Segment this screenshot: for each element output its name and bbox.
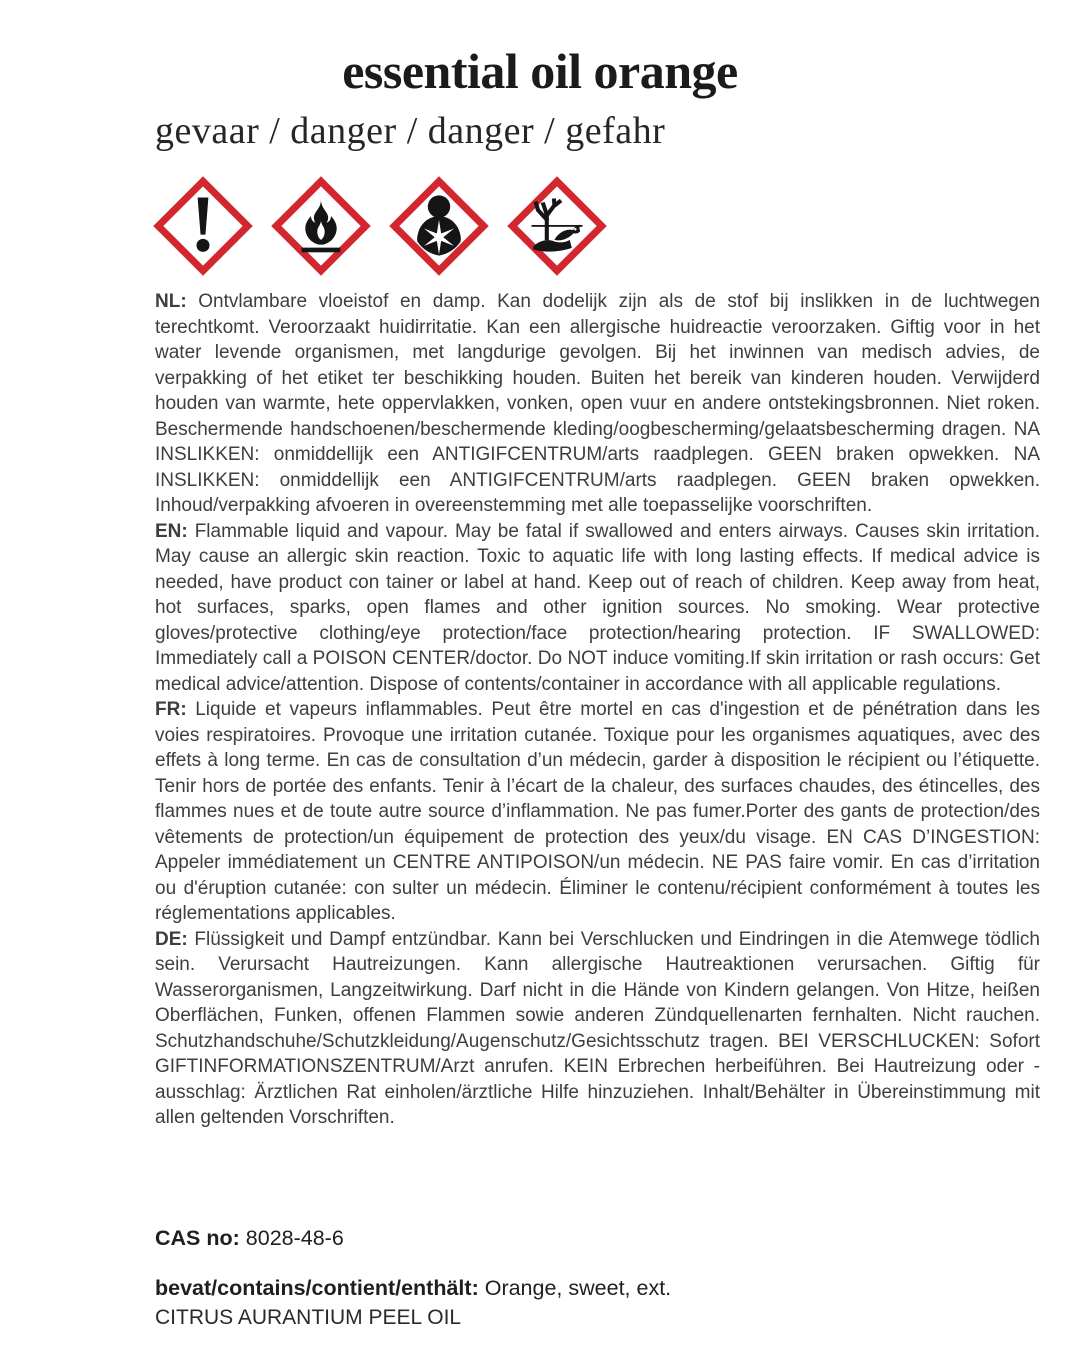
pictogram-row <box>152 175 1040 277</box>
inci-name-line: CITRUS AURANTIUM PEEL OIL <box>155 1306 462 1329</box>
product-title: essential oil orange <box>342 43 738 99</box>
cas-label: CAS no: <box>155 1226 240 1250</box>
hazard-paragraph-en: EN: Flammable liquid and vapour. May be fatal if swallowed and enters airways. Causes skin irritation. May cause an allergic skin reaction. Toxic to aquatic life with long lasting effects. If medical advice is needed, have product con tainer or label at hand. Keep out of reach of children. Keep away from heat, hot surfaces, sparks, open flames and other ignition sources. No smoking. Wear protective gloves/protective clothing/eye protection/face protection/hearing protection. IF SWALLOWED: Immediately call a POISON CENTER/doctor. Do NOT induce vomiting.If skin irritation or rash occurs: Get medical advice/attention. Dispose of contents/container in accordance with all applicable regulations. <box>155 520 1040 695</box>
signal-word-line: gevaar / danger / danger / gefahr <box>155 110 666 152</box>
language-prefix: EN: <box>155 520 188 542</box>
ghs08-health-hazard-icon <box>388 175 490 277</box>
language-prefix: NL: <box>155 291 187 312</box>
cas-value: 8028-48-6 <box>245 1226 344 1250</box>
language-prefix: FR: <box>155 699 187 720</box>
language-prefix: DE: <box>155 928 188 950</box>
hazard-paragraph-fr: FR: Liquide et vapeurs inflammables. Peut être mortel en cas d'ingestion et de pénétration dans les voies respiratoires. Provoque une irritation cutanée. Toxique pour les organismes aquatiques, avec des effets à long terme. En cas de consultation d’un médecin, garder à disposition le récipient ou l’étiquette. Tenir hors de portée des enfants. Tenir à l’écart de la chaleur, des surfaces chaudes, des étincelles, des flammes nues et de toute autre source d’inflammation. Ne pas fumer.Porter des gants de protection/des vêtements de protection/un équipement de protection des yeux/du visage. EN CAS D’INGESTION: Appeler immédiatement un CENTRE ANTIPOISON/un médecin. NE PAS faire vomir. En cas d’irritation ou d'éruption cutanée: con sulter un médecin. Éliminer le contenu/récipient conformément à toutes les réglementations applicables. <box>155 699 1040 924</box>
ghs02-flame-icon <box>270 175 372 277</box>
contains-label: bevat/contains/contient/enthält: <box>155 1276 479 1300</box>
hazard-paragraph-de: DE: Flüssigkeit und Dampf entzündbar. Kann bei Verschlucken und Eindringen in die Atemwege tödlich sein. Verursacht Hautreizungen. Kann allergische Hautreaktionen verursachen. Giftig für Wasserorganismen, Langzeitwirkung. Darf nicht in die Hände von Kindern gelangen. Von Hitze, heißen Oberflächen, Funken, offenen Flammen sowie anderen Zündquellenarten fernhalten. Nicht rauchen. Schutzhandschuhe/Schutzkleidung/Augenschutz/Gesichtsschutz tragen. BEI VERSCHLUCKEN: Sofort GIFTINFORMATIONSZENTRUM/Arzt anrufen. KEIN Erbrechen herbeiführen. Bei Hautreizung oder -ausschlag: Ärztlichen Rat einholen/ärztliche Hilfe hinzuziehen. Inhalt/Behälter in Übereinstimmung mit allen geltenden Vorschriften. <box>155 928 1040 1128</box>
contains-value: Orange, sweet, ext. <box>484 1276 672 1300</box>
hazard-paragraph-nl: NL: Ontvlambare vloeistof en damp. Kan dodelijk zijn als de stof bij inslikken in de luchtwegen terechtkomt. Veroorzaakt huidirritatie. Kan een allergische huidreactie veroorzaken. Giftig voor in het water levende organismen, met langdurige gevolgen. Bij het inwinnen van medisch advies, de verpakking of het etiket ter beschikking houden. Buiten het bereik van kinderen houden. Verwijderd houden van warmte, hete oppervlakken, vonken, open vuur en andere ontstekingsbronnen. Niet roken. Beschermende handschoenen/beschermende kleding/oogbescherming/gelaatsbescherming dragen. NA INSLIKKEN: onmiddellijk een ANTIGIFCENTRUM/arts raadplegen. GEEN braken opwekken. NA INSLIKKEN: onmiddellijk een ANTIGIFCENTRUM/arts raadplegen. GEEN braken opwekken. Inhoud/verpakking afvoeren in overeenstemming met alle toepasselijke voorschriften. <box>155 291 1040 516</box>
ghs09-environment-icon <box>506 175 608 277</box>
contains-line <box>155 1276 1040 1301</box>
cas-number-line <box>155 1226 1040 1251</box>
ghs07-exclamation-icon <box>152 175 254 277</box>
footer-block <box>155 1226 1040 1330</box>
hazard-statements <box>155 289 1040 1131</box>
